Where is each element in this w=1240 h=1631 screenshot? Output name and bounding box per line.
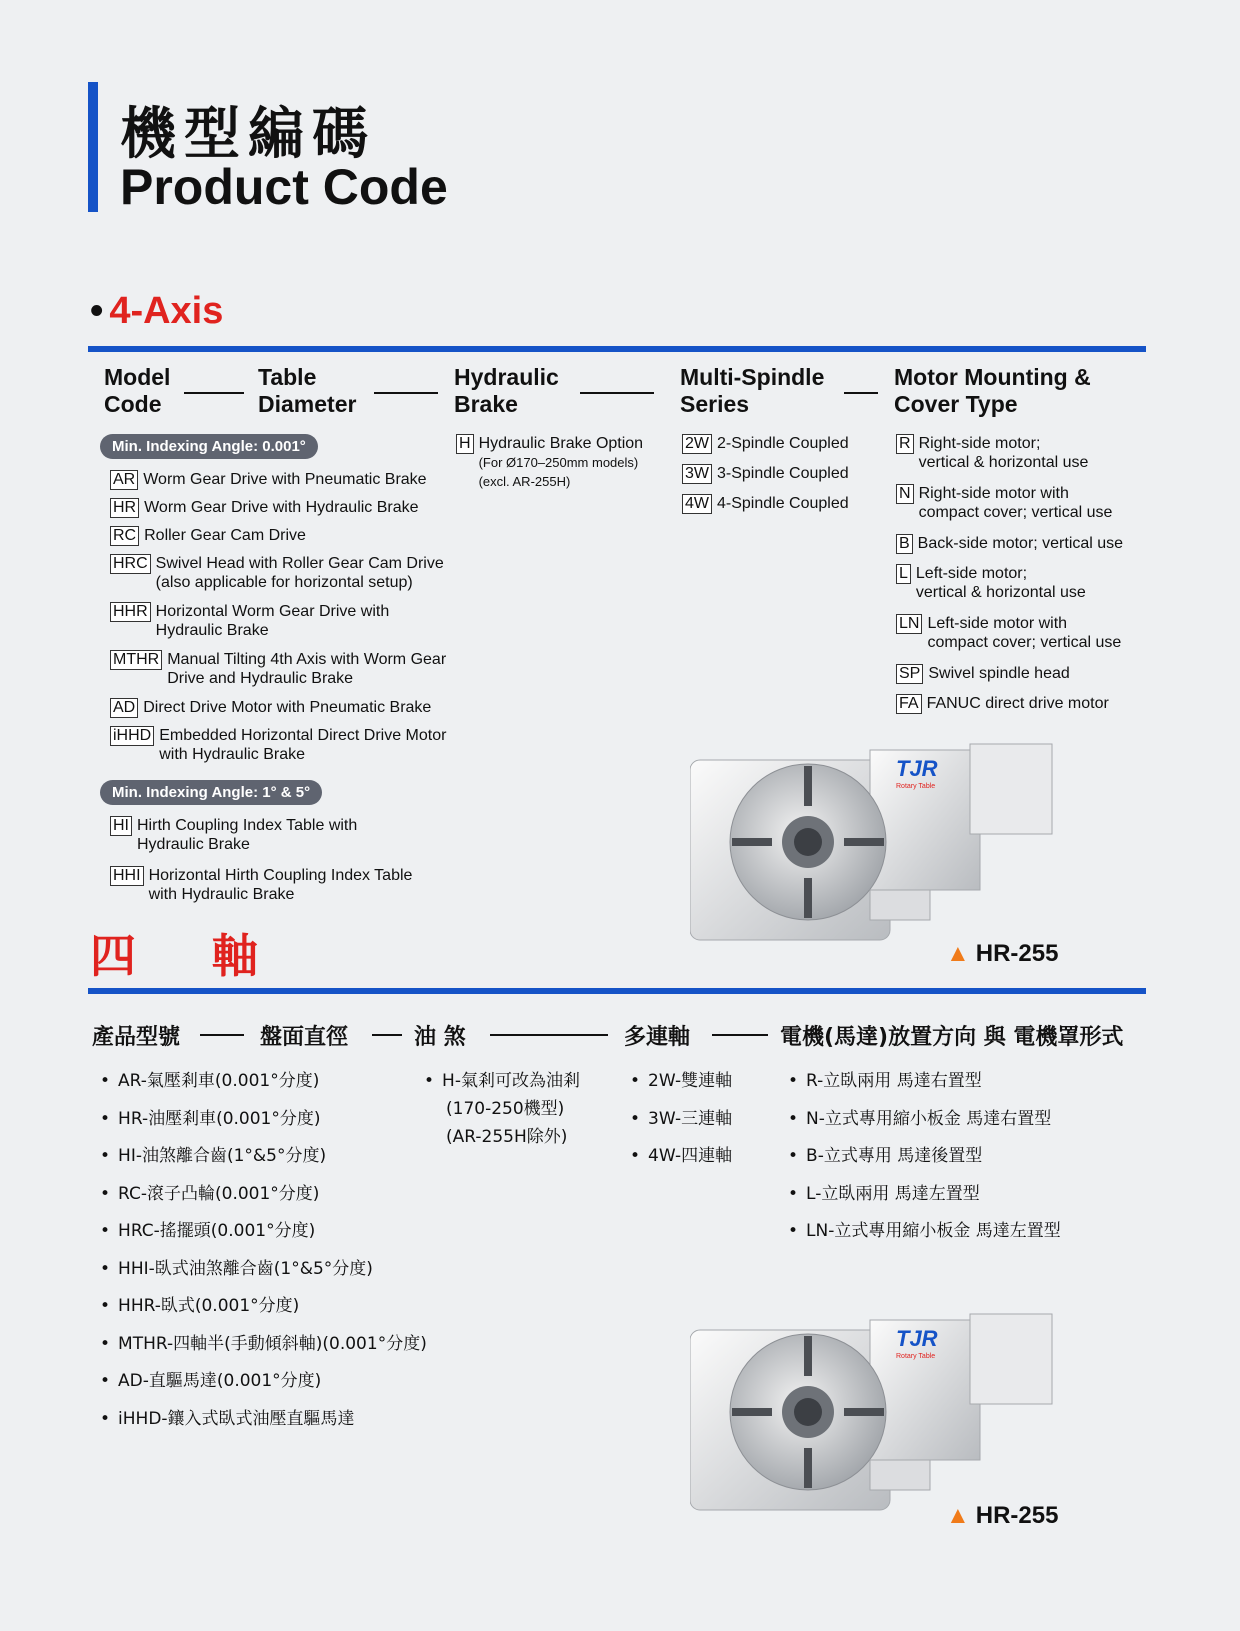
cn-list-item: • AR-氣壓剎車(0.001°分度) [100,1071,320,1091]
cn-list-item: • 4W-四連軸 [630,1146,733,1166]
code-description: (also applicable for horizontal setup) [155,574,413,591]
bullet: • [90,290,104,332]
separator-dash [200,1034,244,1036]
cn-list-item: • MTHR-四軸半(手動傾斜軸)(0.001°分度) [100,1333,427,1354]
code-item [110,602,389,640]
code-box: H [456,434,474,454]
cn-list-item: (170-250機型) [446,1099,565,1119]
code-box: 3W [682,464,712,484]
code-box: SP [896,664,923,684]
code-box: AD [110,698,138,718]
code-box: LN [896,614,922,634]
col-model-code: Model Code [104,364,171,417]
separator-dash [712,1034,768,1036]
bullet: • [100,1408,111,1429]
bullet: • [788,1183,799,1204]
code-description: compact cover; vertical use [927,634,1122,651]
code-item [896,434,1088,472]
cn-list-item: • HI-油煞離合齒(1°&5°分度) [100,1146,327,1166]
code-item [896,664,1070,684]
code-item [110,816,357,854]
code-description: Roller Gear Cam Drive [144,527,306,544]
code-item [682,434,849,454]
separator-dash [580,392,654,394]
page-title-en: Product Code [120,159,448,215]
bullet: • [788,1108,799,1129]
col-motor-mounting: Motor Mounting & Cover Type [894,364,1091,417]
code-description: Worm Gear Drive with Pneumatic Brake [143,471,427,488]
code-box: R [896,434,914,454]
bullet: • [630,1108,641,1129]
code-box: iHHD [110,726,154,746]
code-description: Swivel Head with Roller Gear Cam Drive [155,555,444,572]
brake-option-text: Hydraulic Brake Option [478,435,644,452]
code-description: 2-Spindle Coupled [717,435,849,452]
code-description: Worm Gear Drive with Hydraulic Brake [144,499,419,516]
cn-list-item: • 3W-三連軸 [630,1108,733,1129]
code-box: HR [110,498,139,518]
code-box: B [896,534,913,554]
code-item [682,494,849,514]
bullet: • [788,1146,799,1166]
code-box: AR [110,470,138,490]
cn-list-item: • L-立臥兩用 馬達左置型 [788,1183,980,1204]
cn-list-item: • HRC-搖擺頭(0.001°分度) [100,1221,316,1241]
code-description: Manual Tilting 4th Axis with Worm Gear [167,651,447,668]
separator-dash [372,1034,402,1036]
product-image-hr255-2 [690,1300,1060,1520]
bullet: • [100,1333,111,1354]
code-description: Left-side motor with [927,615,1068,632]
triangle-icon: ▲ [946,940,970,967]
separator-dash [844,392,878,394]
code-description: Hirth Coupling Index Table with [137,817,358,834]
bullet: • [100,1146,111,1166]
bullet: • [424,1071,435,1091]
cn-list-item: (AR-255H除外) [446,1127,568,1147]
cn-head-spindle: 多連軸 [624,1025,691,1050]
cn-list-item: • LN-立式專用縮小板金 馬達左置型 [788,1221,1061,1241]
code-description: vertical & horizontal use [915,584,1086,601]
code-box: RC [110,526,139,546]
bullet: • [100,1183,111,1204]
code-box: FA [896,694,922,714]
bullet: • [100,1296,111,1316]
product-image-hr255 [690,730,1060,950]
product-caption-2: ▲ HR-255 [946,1502,1059,1529]
bullet: • [100,1221,111,1241]
brake-option [456,434,643,491]
cn-section-title: 四 軸 [90,929,289,983]
title-accent-bar [88,82,98,212]
code-item [110,698,431,718]
cn-head-motor: 電機(馬達)放置方向 與 電機罩形式 [780,1025,1124,1050]
code-box: N [896,484,914,504]
code-item [896,534,1123,554]
code-description: Direct Drive Motor with Pneumatic Brake [143,699,432,716]
cn-list-item: • B-立式專用 馬達後置型 [788,1146,983,1166]
code-box: HRC [110,554,151,574]
code-description: 4-Spindle Coupled [717,495,849,512]
bullet: • [630,1071,641,1091]
brake-note-2: (excl. AR-255H) [478,474,571,489]
tjr-logo-sub: Rotary Table [896,1353,936,1360]
code-item [110,498,419,518]
cn-head-diameter: 盤面直徑 [260,1025,349,1050]
code-description: compact cover; vertical use [918,504,1113,521]
code-description: Hydraulic Brake [137,836,250,853]
code-description: Swivel spindle head [928,665,1070,682]
bullet: • [100,1071,111,1091]
cn-head-model: 產品型號 [92,1025,181,1050]
cn-list-item: • R-立臥兩用 馬達右置型 [788,1071,982,1091]
min-indexing-pill-2: Min. Indexing Angle: 1° & 5° [100,780,322,805]
code-description: Back-side motor; vertical use [917,535,1124,552]
code-description: Horizontal Worm Gear Drive with [155,603,390,620]
tjr-logo: TJR [896,756,938,781]
code-description: Embedded Horizontal Direct Drive Motor [159,727,447,744]
col-hydraulic-brake: Hydraulic Brake [454,364,559,417]
code-item [110,554,444,592]
section-title: 4-Axis [109,290,224,332]
brake-note-1: (For Ø170–250mm models) [478,455,639,470]
separator-dash [374,392,438,394]
bullet: • [100,1371,111,1391]
code-item [896,614,1121,652]
code-box: L [896,564,911,584]
cn-list-item: • HR-油壓剎車(0.001°分度) [100,1108,321,1129]
code-box: HI [110,816,132,836]
code-item [896,484,1112,522]
cn-head-brake: 油 煞 [414,1025,466,1050]
bullet: • [100,1258,111,1279]
code-box: HHR [110,602,151,622]
product-caption-1: ▲ HR-255 [946,940,1059,967]
triangle-icon: ▲ [946,1502,970,1529]
section-rule-top [88,346,1146,352]
code-box: MTHR [110,650,162,670]
col-multi-spindle: Multi-Spindle Series [680,364,825,417]
code-description: with Hydraulic Brake [159,746,306,763]
cn-list-item: • HHR-臥式(0.001°分度) [100,1296,300,1316]
separator-dash [184,392,244,394]
code-box: 4W [682,494,712,514]
cn-list-item: • H-氣剎可改為油剎 [424,1071,580,1091]
tjr-logo: TJR [896,1326,938,1351]
code-item [110,866,412,904]
cn-list-item: • iHHD-鑲入式臥式油壓直驅馬達 [100,1408,355,1429]
code-item [110,650,446,688]
tjr-logo-sub: Rotary Table [896,783,936,790]
code-description: with Hydraulic Brake [148,886,295,903]
bullet: • [788,1071,799,1091]
code-box: HHI [110,866,144,886]
col-table-diameter: Table Diameter [258,364,357,417]
section-rule-cn [88,988,1146,994]
code-description: 3-Spindle Coupled [717,465,849,482]
code-box: 2W [682,434,712,454]
bullet: • [100,1108,111,1129]
code-description: Left-side motor; [915,565,1028,582]
code-description: vertical & horizontal use [918,454,1089,471]
bullet: • [630,1146,641,1166]
code-description: Hydraulic Brake [155,622,269,639]
code-item [110,526,306,546]
code-description: Right-side motor with [918,485,1069,502]
separator-dash [490,1034,608,1036]
cn-list-item: • RC-滾子凸輪(0.001°分度) [100,1183,320,1204]
cn-list-item: • 2W-雙連軸 [630,1071,733,1091]
cn-list-item: • N-立式專用縮小板金 馬達右置型 [788,1108,1052,1129]
code-item [682,464,849,484]
code-description: FANUC direct drive motor [926,695,1109,712]
section-heading [90,290,223,333]
code-item [110,726,446,764]
code-description: Drive and Hydraulic Brake [167,670,354,687]
code-item [896,694,1109,714]
bullet: • [788,1221,799,1241]
code-description: Right-side motor; [918,435,1041,452]
code-description: Horizontal Hirth Coupling Index Table [148,867,413,884]
cn-list-item: • AD-直驅馬達(0.001°分度) [100,1371,322,1391]
page-title-cn: 機型編碼 [120,102,376,167]
min-indexing-pill-1: Min. Indexing Angle: 0.001° [100,434,318,459]
code-item [896,564,1086,602]
code-item [110,470,427,490]
cn-list-item: • HHI-臥式油煞離合齒(1°&5°分度) [100,1258,373,1279]
